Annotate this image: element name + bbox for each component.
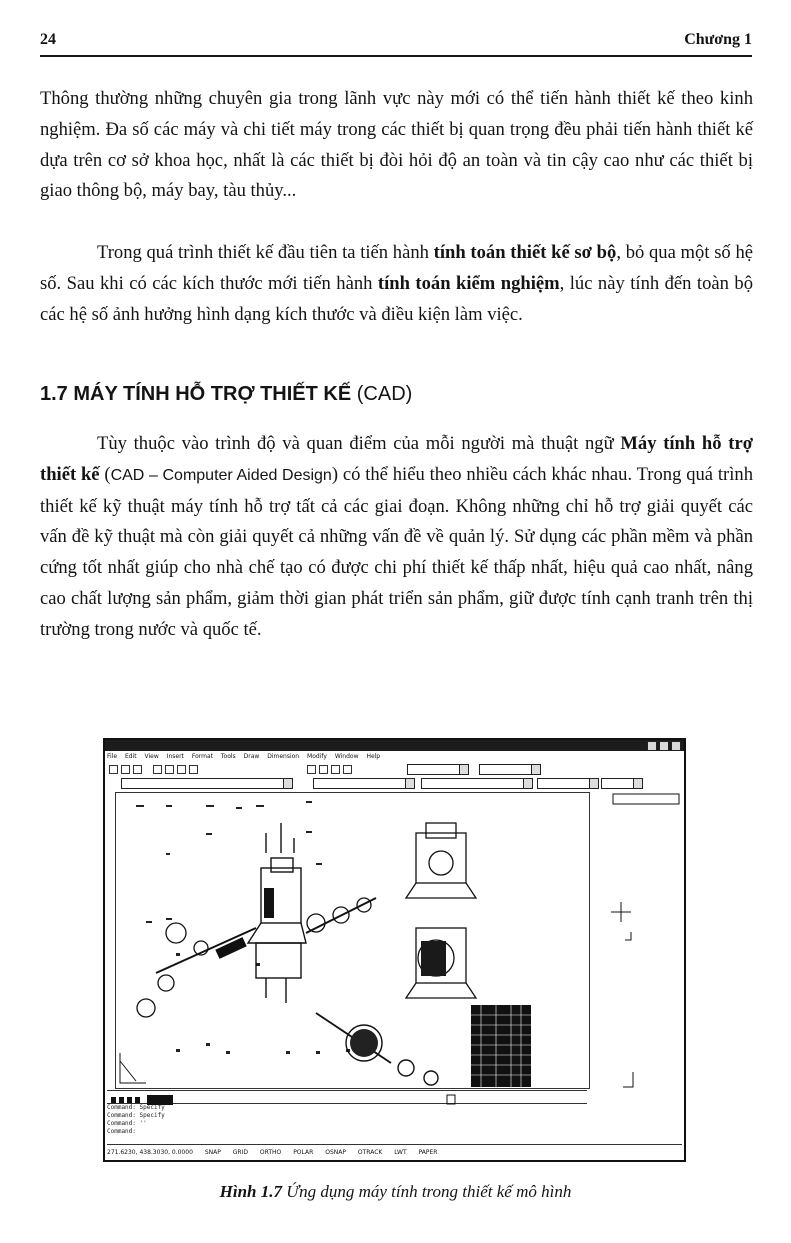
parts-list-table (471, 1005, 531, 1087)
cad-menu-bar (107, 752, 682, 762)
menu-item: Edit (124, 753, 137, 760)
zoom-previous-icon (343, 765, 352, 774)
color-combo (479, 764, 541, 775)
chevron-down-icon (531, 765, 540, 774)
new-file-icon (109, 765, 118, 774)
cad-drawing-area (115, 792, 590, 1089)
text-run: Tùy thuộc vào trình độ và quan điểm của mỗi người mà thuật ngữ (97, 433, 621, 454)
command-line: Command: Specify (107, 1104, 165, 1111)
layer-combo (407, 764, 469, 775)
cad-title-bar (105, 740, 684, 751)
print-icon (153, 765, 162, 774)
text-run: , bỏ qua một số hệ số. Sau khi có các kích thước mới tiến hành (40, 242, 753, 294)
caption-label: Hình 1.7 (219, 1182, 282, 1201)
pan-icon (307, 765, 316, 774)
menu-item: File (107, 753, 118, 760)
status-snap: SNAP (204, 1149, 221, 1156)
menu-item: Window (334, 753, 359, 760)
ucs-icon (120, 1053, 146, 1083)
layout-tabs-bar (107, 1090, 587, 1104)
window-controls (647, 741, 681, 751)
menu-item: Tools (220, 753, 236, 760)
section-abbreviation: (CAD) (356, 383, 413, 405)
housing-shading (264, 888, 274, 918)
status-ortho: ORTHO (259, 1149, 282, 1156)
text-run: ) có thể hiểu theo nhiều cách khác nhau. Trong quá trình thiết kế kỹ thuật máy tính hỗ trợ tất cả các giai đoạn. Không những chỉ hỗ trợ giải quyết các vấn đề kỹ thuật mà còn giải quyết cả những vấn đề về quản lý. Sử dụng các phần mềm và phần cứng tốt nhất giúp cho nhà chế tạo có được chi phí thiết kế thấp nhất, hiệu quả cao nhất, nâng cao chất lượng sản phẩm, giảm thời gian phát triển sản phẩm, giữ được tính cạnh tranh trên thị trường trong nước và quốc tế. (40, 463, 753, 640)
menu-item: View (144, 753, 159, 760)
maximize-icon (659, 741, 669, 751)
menu-item: Help (366, 753, 381, 760)
section-title: MÁY TÍNH HỖ TRỢ THIẾT KẾ (73, 383, 352, 405)
paragraph-expert-design: Thông thường những chuyên gia trong lãnh vực này mới có thể tiến hành thiết kế theo kinh nghiệm. Đa số các máy và chi tiết máy trong các thiết bị quan trọng đều phải tiến hành thiết kế dựa trên cơ sở khoa học, nhất là các thiết bị đòi hỏi độ an toàn và tin cậy cao như các thiết bị giao thông bộ, máy bay, tàu thủy... (40, 88, 753, 202)
page-number: 24 (40, 31, 56, 48)
color-select (313, 778, 415, 789)
cad-right-pane (593, 792, 683, 1092)
zoom-window-icon (331, 765, 340, 774)
left-shaft-assembly (137, 923, 256, 1017)
text-run: ( (99, 463, 111, 485)
assembled-shading (421, 941, 446, 976)
central-housing (248, 823, 306, 1003)
cut-icon (165, 765, 174, 774)
menu-item: Insert (166, 753, 184, 760)
caption-text: Ứng dụng máy tính trong thiết kế mô hình (286, 1182, 572, 1201)
cad-properties-toolbar (107, 777, 682, 789)
chevron-down-icon (523, 779, 532, 788)
chevron-down-icon (589, 779, 598, 788)
command-line: Command: '' (107, 1120, 147, 1127)
section-heading (40, 383, 412, 406)
paste-icon (189, 765, 198, 774)
command-line: Command: Specify (107, 1112, 165, 1119)
layer-select (121, 778, 293, 789)
menu-item: Draw (243, 753, 260, 760)
close-icon (671, 741, 681, 751)
coordinates-readout: 271.6230, 438.3030, 0.0000 (107, 1149, 193, 1156)
chapter-label: Chương 1 (684, 31, 752, 48)
section-number: 1.7 (40, 383, 68, 405)
copy-icon (177, 765, 186, 774)
gearbox-exploded-view (116, 793, 589, 1088)
chevron-down-icon (459, 765, 468, 774)
status-grid: GRID (232, 1149, 248, 1156)
left-gear-shading (215, 937, 246, 959)
cad-command-window (107, 1104, 682, 1145)
menu-item: Dimension (267, 753, 300, 760)
text-run: , lúc này tính đến toàn bộ các hệ số ảnh hưởng hình dạng kích thước và điều kiện làm việc. (40, 272, 754, 325)
linetype-select (421, 778, 533, 789)
save-icon (133, 765, 142, 774)
right-shaft-assembly (306, 898, 376, 933)
menu-item: Format (191, 753, 213, 760)
cad-standard-toolbar (107, 763, 682, 775)
status-paper: PAPER (418, 1149, 438, 1156)
chevron-down-icon (633, 779, 642, 788)
paragraph-cad-definition (40, 429, 753, 646)
command-line: Command: (107, 1128, 136, 1135)
assembled-view-top (406, 823, 476, 898)
lineweight-select (537, 778, 599, 789)
term-preliminary-design: tính toán thiết kế sơ bộ (433, 242, 617, 263)
term-verification-calc: tính toán kiểm nghiệm (377, 272, 560, 294)
lower-gear (316, 1013, 438, 1085)
zoom-icon (319, 765, 328, 774)
status-lwt: LWT (394, 1149, 407, 1156)
menu-item: Modify (307, 753, 327, 760)
status-otrack: OTRACK (357, 1149, 383, 1156)
chevron-down-icon (283, 779, 292, 788)
text-run: Trong quá trình thiết kế đầu tiên ta tiến hành (97, 242, 434, 263)
page-header (40, 27, 752, 57)
open-file-icon (121, 765, 130, 774)
cad-screenshot-figure (103, 738, 686, 1162)
cad-status-bar (107, 1146, 682, 1159)
term-cad: Máy tính hỗ trợ thiết kế (40, 433, 753, 485)
crosshair-cursor (593, 792, 683, 1092)
paragraph-design-process (40, 238, 753, 330)
status-osnap: OSNAP (325, 1149, 346, 1156)
plotstyle-select (601, 778, 643, 789)
minimize-icon (647, 741, 657, 751)
cad-expansion: CAD – Computer Aided Design (110, 466, 332, 484)
status-polar: POLAR (293, 1149, 314, 1156)
figure-caption (0, 1182, 791, 1202)
chevron-down-icon (405, 779, 414, 788)
gear-shading (350, 1029, 378, 1057)
